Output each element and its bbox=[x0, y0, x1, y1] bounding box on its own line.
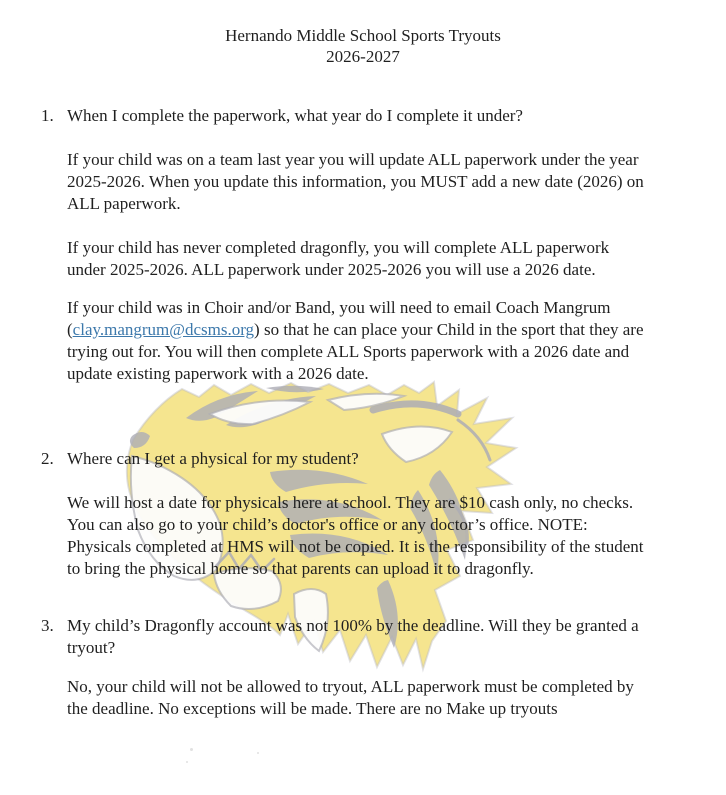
text-line: trying out for. You will then complete ALL Sports paperwork with a 2026 date and bbox=[67, 342, 630, 361]
answer-paragraph bbox=[67, 149, 726, 215]
answer-paragraph bbox=[67, 492, 726, 580]
text-line: to bring the physical home so that parents can upload it to dragonfly. bbox=[67, 559, 534, 578]
text-line bbox=[67, 319, 726, 341]
question-row bbox=[41, 448, 726, 470]
answer-paragraph bbox=[67, 237, 726, 281]
item-number: 1. bbox=[41, 106, 54, 125]
faq-item-1 bbox=[0, 105, 726, 385]
text-line: My child’s Dragonfly account was not 100% by the deadline. Will they be granted a bbox=[67, 616, 639, 635]
title-line-1: Hernando Middle School Sports Tryouts bbox=[225, 26, 501, 45]
text-line: 2025-2026. When you update this information, you MUST add a new date (2026) on bbox=[67, 172, 644, 191]
document-title bbox=[0, 0, 726, 67]
scan-artifact bbox=[190, 748, 193, 751]
item-number: 3. bbox=[41, 616, 54, 635]
faq-item-2 bbox=[0, 448, 726, 580]
text-line: update existing paperwork with a 2026 date. bbox=[67, 364, 369, 383]
answer-paragraph bbox=[67, 676, 726, 720]
text-line: tryout? bbox=[67, 638, 116, 657]
link-suffix: ) so that he can place your Child in the sport that they are bbox=[254, 320, 644, 339]
question-text: When I complete the paperwork, what year do I complete it under? bbox=[67, 106, 523, 125]
scan-artifact bbox=[257, 752, 259, 754]
title-line-2: 2026-2027 bbox=[326, 47, 400, 66]
text-line: We will host a date for physicals here at school. They are $10 cash only, no checks. bbox=[67, 493, 634, 512]
question-row bbox=[41, 615, 726, 659]
text-line: If your child was on a team last year you will update ALL paperwork under the year bbox=[67, 150, 639, 169]
scan-artifact bbox=[186, 761, 188, 763]
question-row bbox=[41, 105, 726, 127]
text-line: Physicals completed at HMS will not be copied. It is the responsibility of the student bbox=[67, 537, 644, 556]
text-line: under 2025-2026. ALL paperwork under 2025-2026 you will use a 2026 date. bbox=[67, 260, 596, 279]
text-line: If your child has never completed dragonfly, you will complete ALL paperwork bbox=[67, 238, 610, 257]
item-number: 2. bbox=[41, 449, 54, 468]
text-line: the deadline. No exceptions will be made. There are no Make up tryouts bbox=[67, 699, 558, 718]
text-line: If your child was in Choir and/or Band, you will need to email Coach Mangrum bbox=[67, 298, 611, 317]
text-line: You can also go to your child’s doctor's office or any doctor’s office. NOTE: bbox=[67, 515, 588, 534]
answer-paragraph bbox=[67, 297, 726, 385]
text-line: ALL paperwork. bbox=[67, 194, 181, 213]
email-link[interactable]: clay.mangrum@dcsms.org bbox=[72, 320, 255, 339]
faq-item-3 bbox=[0, 615, 726, 720]
question-text bbox=[67, 615, 726, 659]
link-prefix: ( bbox=[67, 320, 73, 339]
question-text: Where can I get a physical for my student? bbox=[67, 449, 359, 468]
text-line: No, your child will not be allowed to tryout, ALL paperwork must be completed by bbox=[67, 677, 634, 696]
